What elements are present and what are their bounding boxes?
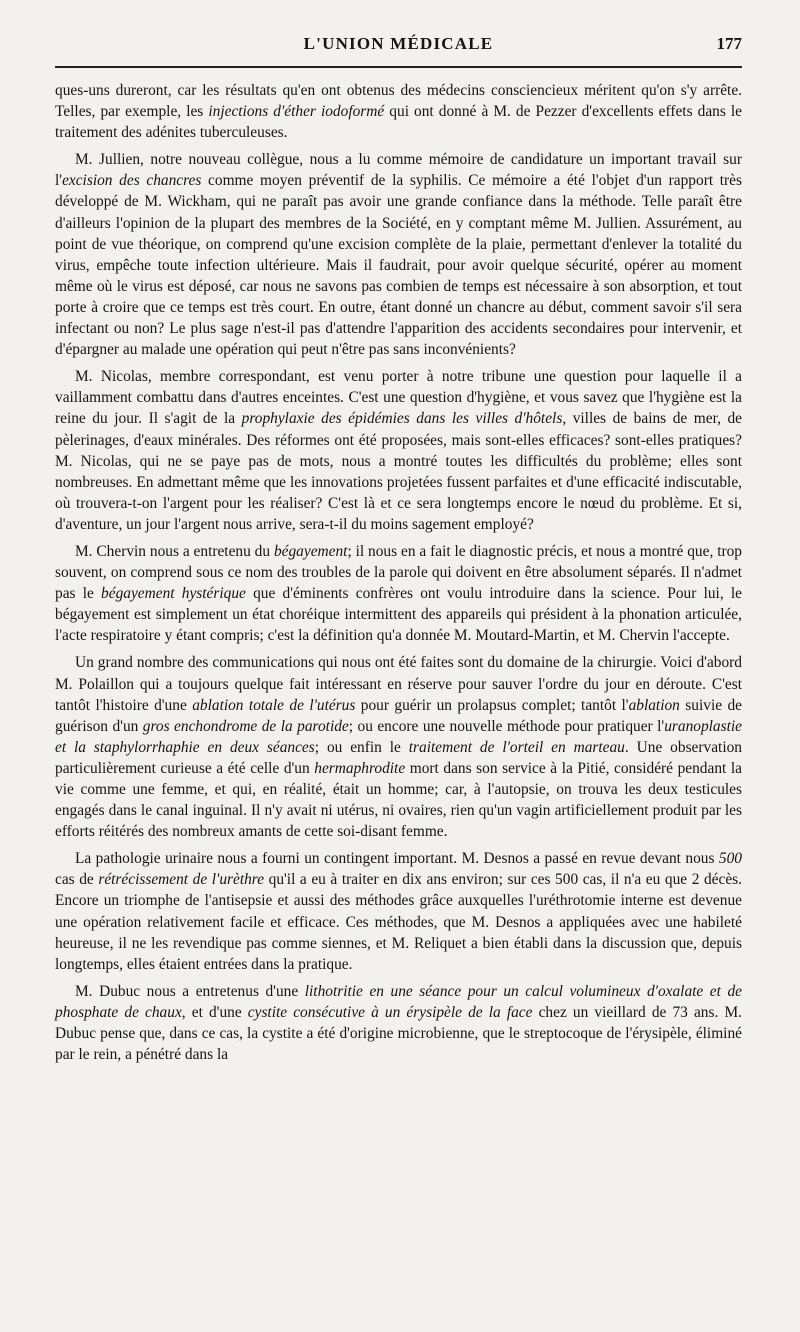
text-run: ; ou encore une nouvelle méthode pour pratiquer l' xyxy=(348,717,665,735)
journal-title: L'UNION MÉDICALE xyxy=(303,34,494,53)
running-header xyxy=(55,34,742,60)
italic-term: cystite consécutive à un érysipèle de la face xyxy=(247,1003,533,1021)
text-run: que d'éminents confrères ont voulu introduire dans la science. Pour lui, le bégayement est simplement un état choréique intermittent des appareils qui président à la phonation articulée, l'acte respiratoire y étant compris; c'est la définition qu'a donnée M. Moutard-Martin, et M. Chervin l'accepte. xyxy=(55,585,742,645)
italic-term: rétrécissement de l'urèthre xyxy=(98,871,265,889)
italic-term: traitement de l'orteil en marteau xyxy=(408,738,625,756)
paragraph xyxy=(55,80,742,143)
text-run: qu'il a eu à traiter en dix ans environ; sur ces 500 cas, il n'a eu que 2 décès. Encore un triomphe de l'antisepsie et aussi des méthodes grâce auxquelles l'uréthrotomie interne est devenue une opération relativement facile et efficace. Ces méthodes, que M. Desnos a appliquées avec une habileté heureuse, il ne les revendique pas comme siennes, et M. Reliquet a bien établi dans la discussion que, depuis longtemps, elles étaient entrées dans la pratique. xyxy=(55,871,742,973)
paragraph xyxy=(55,848,742,975)
text-run: pour guérir un prolapsus complet; tantôt l' xyxy=(355,696,629,714)
body-text xyxy=(55,80,742,1071)
text-run: , et d'une xyxy=(181,1003,248,1021)
text-run: ; il nous en a fait le diagnostic précis, et nous a montré que, trop souvent, on comprend sous ce nom des troubles de la parole qui doivent en être absolument séparés. Il n'admet pas le xyxy=(55,542,742,603)
italic-term: injections d'éther iodoformé xyxy=(208,103,385,121)
text-run: M. Chervin nous a entretenu du xyxy=(75,542,274,560)
page-number: 177 xyxy=(716,34,742,53)
text-run: Un grand nombre des communications qui nous ont été faites sont du domaine de la chirurgie. Voici d'abord M. Polaillon qui a toujours quelque fait intéressant en réserve pour sauver l'ordre du jour en déroute. C'est tantôt l'histoire d'une xyxy=(55,654,742,714)
text-run: ; ou enfin le xyxy=(314,738,409,756)
italic-term: excision des chancres xyxy=(62,172,202,190)
text-run: M. Nicolas, membre correspondant, est venu porter à notre tribune une question pour laquelle il a vaillamment combattu dans d'autres enceintes. C'est une question d'hygiène, et vous savez que l'hygiène est la reine du jour. Il s'agit de la xyxy=(55,368,742,428)
paragraph xyxy=(55,981,742,1065)
italic-term: 500 xyxy=(718,850,742,868)
italic-term: prophylaxie des épidémies dans les villes d'hôtels xyxy=(241,410,563,428)
text-run: La pathologie urinaire nous a fourni un contingent important. M. Desnos a passé en revue devant nous xyxy=(75,850,719,868)
header-rule xyxy=(55,66,742,68)
italic-term: gros enchondrome de la parotide xyxy=(142,717,349,735)
text-run: , villes de bains de mer, de pèlerinages, d'eaux minérales. Des réformes ont été proposées, mais sont-elles efficaces? sont-elles pratiques? M. Nicolas, qui ne se paye pas de mots, nous a montré toutes les difficultés du problème; elles sont nombreuses. En admettant même que les innovations projetées fussent parfaites et d'une efficacité indiscutable, où trouvera-t-on l'argent pour les réaliser? C'est là et ce sera longtemps encore le nœud du problème. Et si, d'aventure, un jour l'argent nous arrive, sera-t-il du moins sagement employé? xyxy=(55,410,742,533)
paragraph xyxy=(55,541,742,646)
text-run: cas de xyxy=(55,871,99,889)
text-run: mort dans son service à la Pitié, considéré pendant la vie comme une femme, et qui, en réalité, était un homme; car, à l'autopsie, on trouva les deux testicules engagés dans le canal inguinal. Il n'y avait ni utérus, ni ovaires, rien qu'un vagin artificiellement produit par les efforts réitérés des nombreux amants de cette soi-disant femme. xyxy=(55,759,742,841)
paragraph xyxy=(55,149,742,360)
paragraph xyxy=(55,366,742,535)
italic-term: uranoplastie et la staphylorrhaphie en deux séances xyxy=(55,717,742,756)
text-run: . Une observation particulièrement curieuse a été celle d'un xyxy=(55,738,742,777)
italic-term: ablation xyxy=(628,696,680,714)
text-run: M. Dubuc nous a entretenus d'une xyxy=(75,982,305,1000)
text-run: chez un vieillard de 73 ans. M. Dubuc pense que, dans ce cas, la cystite a été d'origine microbienne, que le streptocoque de l'érysipèle, éliminé par le rein, a pénétré dans la xyxy=(55,1003,742,1064)
text-run: comme moyen préventif de la syphilis. Ce mémoire a été l'objet d'un rapport très développé de M. Wickham, qui ne paraît pas avoir une grande confiance dans la méthode. Telle paraît être d'ailleurs l'opinion de la plupart des membres de la Société, en y comptant même M. Jullien. Assurément, au point de vue théorique, on comprend qu'une excision complète de la plaie, permettant d'enlever la totalité du virus, empêche toute infection ultérieure. Mais il faudrait, pour avoir quelque sécurité, opérer au moment même où le virus est déposé, car nous ne savons pas combien de temps est nécessaire à son absorption, et tout porte à croire que ce temps est très court. En outre, étant donné un chancre au début, comment savoir s'il sera infectant ou non? Le plus sage n'est-il pas d'attendre l'apparition des accidents secondaires pour intervenir, et d'épargner au malade une opération qui peut n'être pas sans inconvénients? xyxy=(55,172,742,359)
text-run: suivie de guérison d'un xyxy=(55,696,742,735)
text-run: qui ont donné à M. de Pezzer d'excellents effets dans le traitement des adénites tuberculeuses. xyxy=(55,103,743,142)
italic-term: ablation totale de l'utérus xyxy=(192,696,356,714)
paragraph xyxy=(55,652,742,842)
text-run: ques-uns dureront, car les résultats qu'en ont obtenus des médecins consciencieux méritent qu'on s'y arrête. Telles, par exemple, les xyxy=(55,82,742,121)
italic-term: hermaphrodite xyxy=(314,759,406,777)
text-run: M. Jullien, notre nouveau collègue, nous a lu comme mémoire de candidature un important travail sur l' xyxy=(55,151,742,190)
italic-term: bégayement xyxy=(273,542,348,560)
italic-term: bégayement hystérique xyxy=(101,585,246,603)
italic-term: lithotritie en une séance pour un calcul volumineux d'oxalate et de phosphate de chaux xyxy=(55,982,742,1021)
